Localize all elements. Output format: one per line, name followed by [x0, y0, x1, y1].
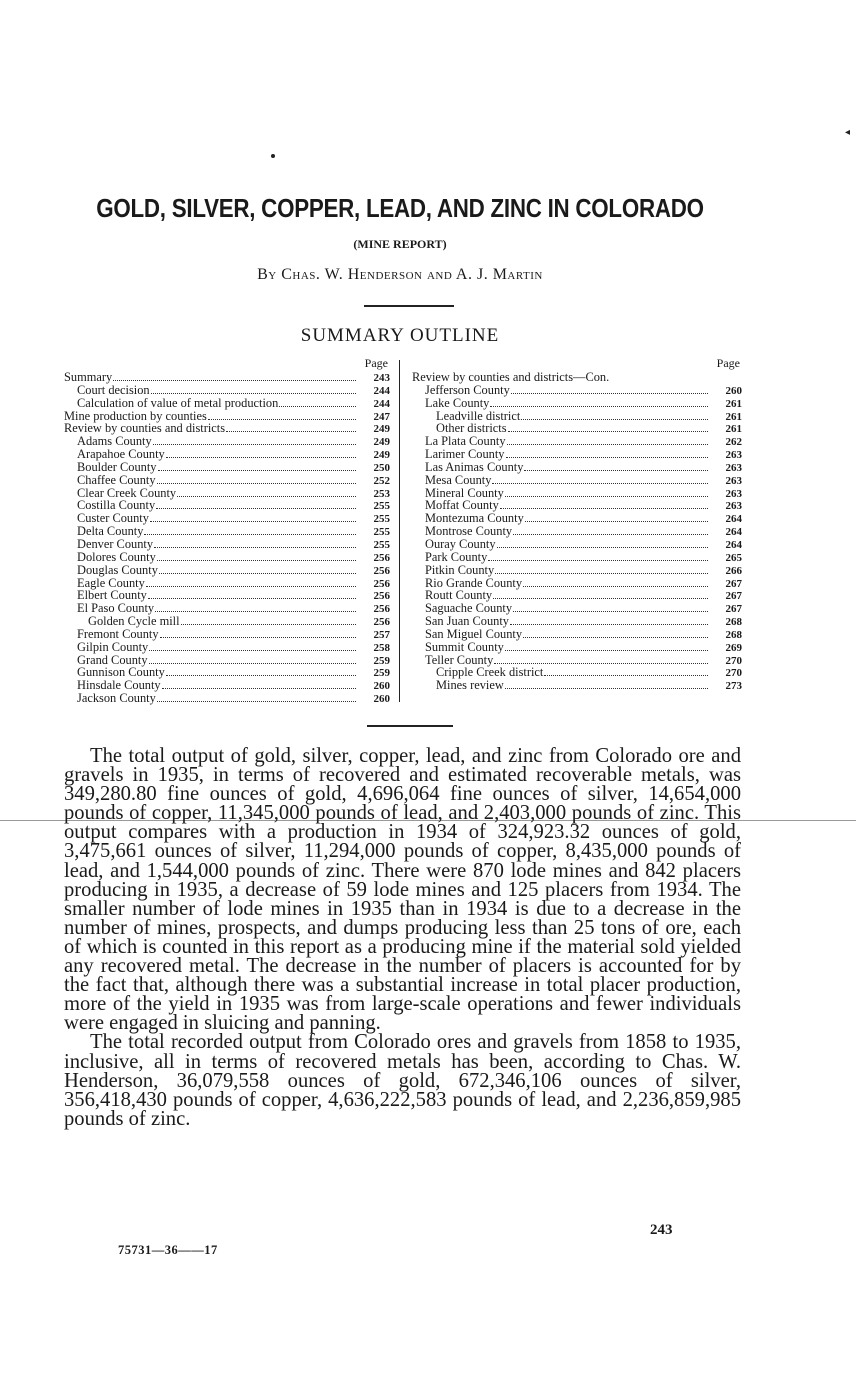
leader-dots: [506, 457, 709, 458]
outline-entry-page: 244: [373, 397, 390, 410]
outline-entry-page: 264: [725, 513, 742, 526]
page-subtitle: (MINE REPORT): [353, 237, 447, 251]
outline-entry-page: 259: [373, 667, 390, 680]
outline-entry: [412, 564, 742, 577]
outline-entry-page: 247: [373, 410, 390, 423]
outline-entry-page: 263: [725, 474, 742, 487]
leader-dots: [160, 637, 356, 638]
outline-entry-label: San Juan County: [425, 614, 509, 629]
leader-dots: [155, 611, 356, 612]
outline-entry-page: 256: [373, 564, 390, 577]
outline-entry-page: 250: [373, 461, 390, 474]
outline-entry-label: Court decision: [77, 382, 150, 397]
column-divider: [399, 360, 400, 702]
leader-dots: [181, 624, 356, 625]
outline-entry: [412, 641, 742, 654]
outline-entry-page: 268: [725, 628, 742, 641]
outline-entry: [412, 538, 742, 551]
page-number: 243: [650, 1222, 673, 1238]
outline-entry-page: 269: [725, 641, 742, 654]
outline-entry-label: Las Animas County: [425, 459, 524, 474]
leader-dots: [521, 419, 708, 420]
leader-dots: [151, 393, 356, 394]
outline-entry-page: 256: [373, 590, 390, 603]
leader-dots: [162, 688, 356, 689]
outline-entry-page: 266: [725, 564, 742, 577]
leader-dots: [146, 586, 356, 587]
outline-entry-page: 244: [373, 384, 390, 397]
byline: By Chas. W. Henderson and A. J. Martin: [257, 266, 543, 283]
outline-entry-label: Mineral County: [425, 485, 504, 500]
outline-entry: [64, 641, 390, 654]
outline-entry-label: Routt County: [425, 588, 493, 603]
outline-entry-label: Jackson County: [77, 691, 156, 706]
outline-entry: [412, 384, 742, 397]
outline-entry-page: 256: [373, 603, 390, 616]
outline-entry-page: 255: [373, 526, 390, 539]
leader-dots: [208, 419, 356, 420]
outline-entry-label: El Paso County: [77, 601, 155, 616]
outline-entry-page: 243: [373, 372, 390, 384]
outline-right-column: [412, 356, 742, 692]
outline-entry-label: Review by counties and districts—Con.: [412, 370, 610, 384]
leader-dots: [156, 508, 356, 509]
outline-entry-page: 268: [725, 616, 742, 629]
outline-entry-page: 273: [725, 680, 742, 693]
outline-entry-label: Boulder County: [77, 459, 157, 474]
leader-dots: [494, 663, 708, 664]
leader-dots: [505, 688, 708, 689]
leader-dots: [500, 508, 708, 509]
outline-entry: [64, 474, 390, 487]
leader-dots: [523, 586, 708, 587]
outline-entry-label: La Plata County: [425, 434, 506, 449]
outline-entry-label: Dolores County: [77, 549, 156, 564]
outline-entry-page: 262: [725, 436, 742, 449]
outline-entry-label: Calculation of value of metal production: [77, 395, 279, 410]
margin-mark-icon: ◂: [844, 127, 850, 138]
outline-entry-label: Gunnison County: [77, 665, 165, 680]
outline-entry-page: 256: [373, 616, 390, 629]
outline-entry-page: 263: [725, 487, 742, 500]
outline-entry-label: Ouray County: [425, 536, 496, 551]
divider-top: [364, 305, 454, 307]
outline-entry-page: 249: [373, 436, 390, 449]
leader-dots: [513, 534, 708, 535]
outline-entry: [64, 628, 390, 641]
page-column-label: Page: [364, 356, 388, 370]
leader-dots: [157, 701, 356, 702]
paragraph: The total recorded output from Colorado ores and gravels from 1858 to 1935, inclusive, all in terms of recovered metals has been, according to Chas. W. Henderson, 36,079,558 ounces of gold, 672,346,106 ounces of silver, 356,418,430 pounds of copper, 4,636,222,583 pounds of lead, and 2,236,859,985 pounds of zinc.: [64, 1031, 741, 1130]
leader-dots: [511, 393, 708, 394]
page-title: GOLD, SILVER, COPPER, LEAD, AND ZINC IN COLORADO: [96, 193, 704, 223]
outline-entry-page: 256: [373, 551, 390, 564]
outline-entry-label: Lake County: [425, 395, 490, 410]
leader-dots: [488, 560, 708, 561]
outline-entry-page: 260: [373, 680, 390, 693]
outline-heading: SUMMARY OUTLINE: [300, 325, 500, 346]
outline-entry-label: Eagle County: [77, 575, 145, 590]
outline-entry: [412, 679, 742, 692]
outline-entry-label: Mesa County: [425, 472, 492, 487]
outline-entry: [64, 397, 390, 410]
outline-entry-label: Park County: [425, 549, 488, 564]
paragraph: The total output of gold, silver, copper, lead, and zinc from Colorado ore and gravels in 1935, in terms of recovered and estimated recoverable metals, was 349,280.80 fine ounces of gold, 4,696,064 fine ounces of silver, 14,654,000 pounds of copper, 11,345,000 pounds of lead, and 2,403,000 pounds of zinc. This output compares with a production in 1934 of 324,923.32 ounces of gold, 3,475,661 ounces of silver, 11,294,000 pounds of copper, 8,435,000 pounds of lead, and 1,544,000 pounds of zinc. There were 870 lode mines and 842 placers producing in 1935, a decrease of 59 lode mines and 125 placers from 1934. The smaller number of lode mines in 1935 than in 1934 is due to a decrease in the number of mines, prospects, and dumps producing less than 25 tons of ore, each of which is counted in this report as a producing mine if the material sold yielded any recovered metal. The decrease in the number of placers is accounted for by the fact that, although there was a substantial increase in total placer production, more of the yield in 1935 was from large-scale operations and fewer individuals were engaged in sluicing and panning.: [64, 745, 741, 1035]
outline-entry: [64, 615, 390, 628]
leader-dots: [113, 380, 356, 381]
outline-entry: [412, 461, 742, 474]
outline-entry-page: 257: [373, 628, 390, 641]
outline-entry: [412, 474, 742, 487]
outline-entry-page: 249: [373, 423, 390, 436]
outline-entry-label: Douglas County: [77, 562, 158, 577]
leader-dots: [505, 496, 708, 497]
outline-entry-page: 267: [725, 603, 742, 616]
outline-entry-page: 261: [725, 423, 742, 436]
leader-dots: [544, 675, 708, 676]
outline-entry-label: Golden Cycle mill: [88, 614, 180, 629]
outline-entry-label: Summit County: [425, 639, 504, 654]
outline-entry-label: San Miguel County: [425, 626, 523, 641]
leader-dots: [495, 573, 708, 574]
body-text: [64, 747, 741, 1129]
outline-entry-label: Denver County: [77, 536, 154, 551]
outline-entry-label: Mines review: [436, 678, 504, 693]
outline-entry: [412, 397, 742, 410]
outline-entry-label: Leadville district: [436, 408, 521, 423]
outline-entry-page: 258: [373, 641, 390, 654]
leader-dots: [524, 470, 708, 471]
outline-entry-page: 259: [373, 654, 390, 667]
leader-dots: [144, 534, 356, 535]
outline-entry-page: 256: [373, 577, 390, 590]
outline-entry-page: 255: [373, 538, 390, 551]
outline-entry: [412, 628, 742, 641]
leader-dots: [158, 470, 356, 471]
outline-entry-page: 267: [725, 590, 742, 603]
outline-entry-label: Moffat County: [425, 498, 499, 513]
outline-entry-label: Custer County: [77, 511, 149, 526]
leader-dots: [157, 483, 356, 484]
leader-dots: [510, 624, 708, 625]
outline-entry-page: 249: [373, 449, 390, 462]
outline-entry: [64, 538, 390, 551]
scan-speck: [271, 154, 275, 158]
outline-entry-label: Costilla County: [77, 498, 156, 513]
outline-entry-label: Gilpin County: [77, 639, 149, 654]
outline-entry-label: Montezuma County: [425, 511, 524, 526]
outline-entry: [412, 448, 742, 461]
outline-entry: [64, 384, 390, 397]
divider-bottom: [367, 725, 453, 727]
outline-entry: [64, 461, 390, 474]
outline-entry-page: 264: [725, 538, 742, 551]
leader-dots: [490, 406, 708, 407]
outline-entry-page: 261: [725, 410, 742, 423]
outline-entry-label: Grand County: [77, 652, 148, 667]
outline-entry: [64, 564, 390, 577]
leader-dots: [166, 675, 356, 676]
outline-entry: [412, 551, 742, 564]
leader-dots: [493, 598, 708, 599]
outline-entry-label: Cripple Creek district: [436, 665, 544, 680]
outline-entry-page: 264: [725, 526, 742, 539]
outline-entry-label: Pitkin County: [425, 562, 495, 577]
leader-dots: [149, 663, 356, 664]
outline-entry-label: Delta County: [77, 524, 144, 539]
outline-entry: [64, 448, 390, 461]
leader-dots: [149, 650, 356, 651]
leader-dots: [154, 547, 356, 548]
outline-entry-label: Adams County: [77, 434, 152, 449]
outline-entry-label: Fremont County: [77, 626, 159, 641]
outline-entry: [64, 371, 390, 384]
leader-dots: [148, 598, 356, 599]
leader-dots: [159, 573, 356, 574]
print-code: 75731—36——17: [118, 1243, 218, 1257]
leader-dots: [226, 431, 356, 432]
leader-dots: [492, 483, 708, 484]
outline-entry-page: 270: [725, 654, 742, 667]
leader-dots: [507, 444, 708, 445]
leader-dots: [508, 431, 708, 432]
outline-entry: [412, 615, 742, 628]
outline-entry-page: 260: [373, 693, 390, 706]
outline-entry-label: Chaffee County: [77, 472, 156, 487]
outline-entry-page: 260: [725, 384, 742, 397]
leader-dots: [525, 521, 708, 522]
outline-entry-label: Elbert County: [77, 588, 147, 603]
outline-entry-page: 253: [373, 487, 390, 500]
outline-entry-page: 267: [725, 577, 742, 590]
outline-entry-label: Review by counties and districts: [64, 421, 226, 436]
page-column-label: Page: [716, 356, 740, 370]
outline-entry-page: 263: [725, 449, 742, 462]
outline-entry-label: Other districts: [436, 421, 507, 436]
leader-dots: [497, 547, 708, 548]
leader-dots: [166, 457, 356, 458]
outline-entry-label: Summary: [64, 370, 113, 384]
outline-entry-label: Montrose County: [425, 524, 513, 539]
leader-dots: [279, 406, 356, 407]
leader-dots: [153, 444, 356, 445]
outline-entry-label: Teller County: [425, 652, 494, 667]
outline-entry-label: Larimer County: [425, 447, 505, 462]
outline-entry-label: Mine production by counties: [64, 408, 207, 423]
outline-entry-label: Arapahoe County: [77, 447, 165, 462]
outline-entry-page: 263: [725, 500, 742, 513]
outline-entry-page: 252: [373, 474, 390, 487]
outline-entry-label: Hinsdale County: [77, 678, 161, 693]
leader-dots: [513, 611, 708, 612]
outline-entry-label: Rio Grande County: [425, 575, 523, 590]
leader-dots: [157, 560, 356, 561]
leader-dots: [523, 637, 708, 638]
leader-dots: [177, 496, 356, 497]
outline-entry: [64, 692, 390, 705]
leader-dots: [505, 650, 708, 651]
outline-entry: [64, 551, 390, 564]
outline-left-column: [64, 356, 390, 705]
outline-entry-label: Jefferson County: [425, 382, 510, 397]
outline-entry-page: 270: [725, 667, 742, 680]
outline-entry-label: Saguache County: [425, 601, 513, 616]
outline-entry-label: Clear Creek County: [77, 485, 177, 500]
outline-entry-page: 265: [725, 551, 742, 564]
leader-dots: [150, 521, 356, 522]
outline-entry: [412, 371, 742, 384]
outline-entry-page: 255: [373, 513, 390, 526]
outline-entry-page: 255: [373, 500, 390, 513]
outline-entry-page: 263: [725, 461, 742, 474]
outline-entry-page: 261: [725, 397, 742, 410]
